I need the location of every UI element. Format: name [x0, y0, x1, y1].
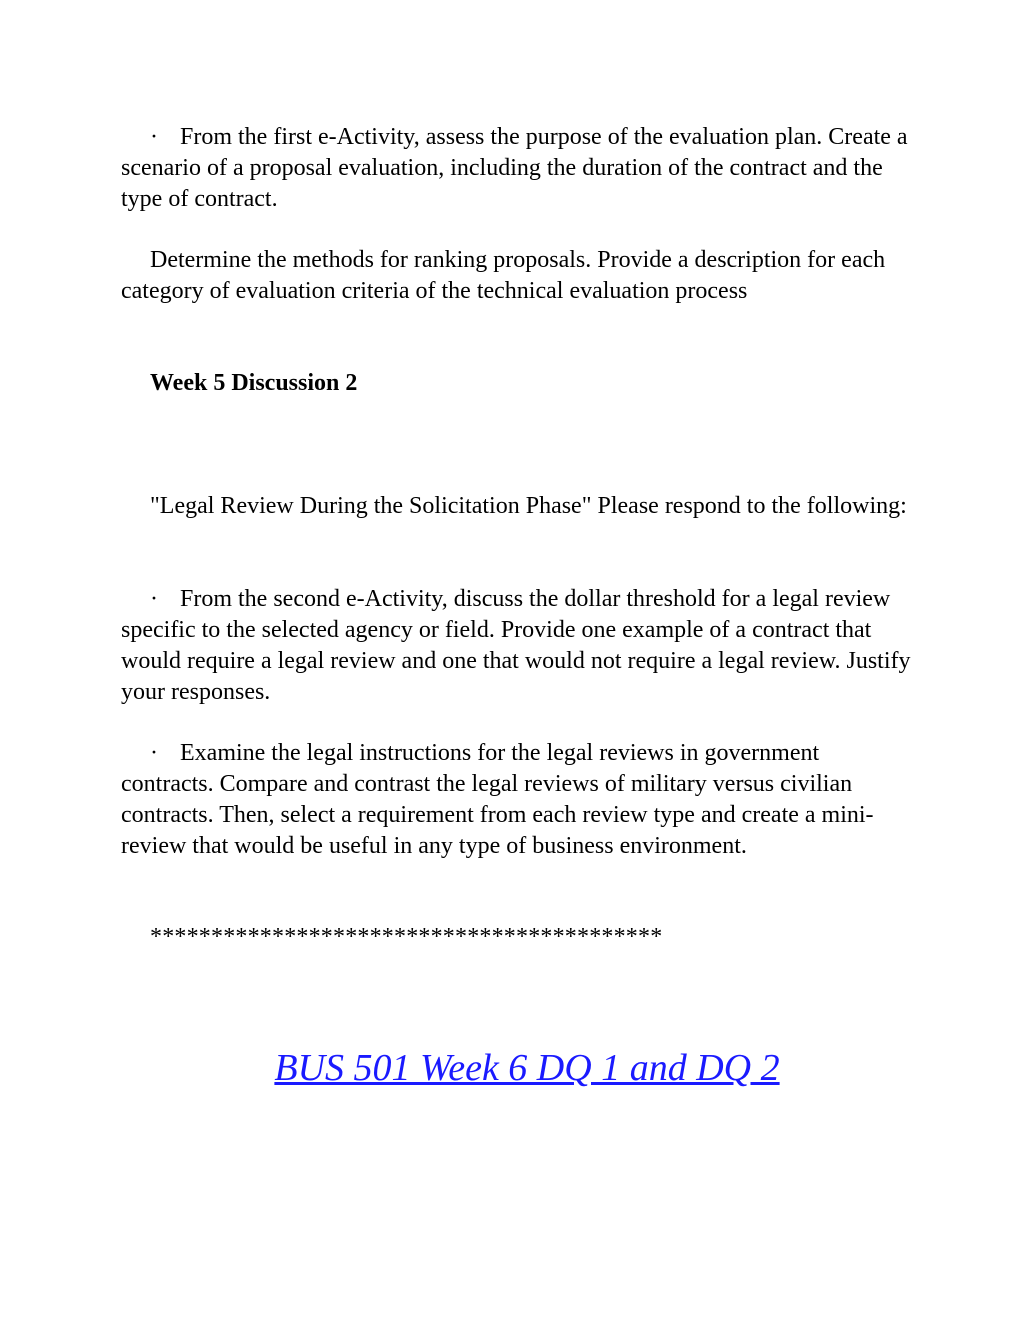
paragraph-dollar-threshold — [121, 584, 911, 708]
next-week-link[interactable]: BUS 501 Week 6 DQ 1 and DQ 2 — [274, 1047, 780, 1089]
paragraph-legal-review-prompt — [121, 491, 911, 522]
paragraph-text: "Legal Review During the Solicitation Phase" Please respond to the following: — [150, 493, 907, 519]
next-week-link-container — [0, 1046, 1024, 1090]
separator-stars: ****************************************** — [150, 924, 663, 950]
paragraph-legal-instructions — [121, 738, 911, 862]
paragraph-text: From the second e-Activity, discuss the dollar threshold for a legal review specific to the selected agency or field. Provide one example of a contract that would require a legal review and one that would not require a legal review. Justify your responses. — [121, 586, 911, 705]
paragraph-ranking-methods — [121, 245, 911, 307]
paragraph-text: Determine the methods for ranking proposals. Provide a description for each category of evaluation criteria of the technical evaluation process — [121, 247, 886, 304]
bullet-marker: · — [150, 740, 158, 766]
paragraph-evaluation-plan — [121, 122, 911, 215]
bullet-marker: · — [150, 586, 158, 612]
paragraph-text: From the first e-Activity, assess the purpose of the evaluation plan. Create a scenario of a proposal evaluation, including the duration of the contract and the type of contract. — [121, 124, 908, 212]
bullet-marker: · — [150, 124, 158, 150]
paragraph-text: Examine the legal instructions for the legal reviews in government contracts. Compare and contrast the legal reviews of military versus civilian contracts. Then, select a requirement from each review type and create a mini-review that would be useful in any type of business environment. — [121, 740, 874, 859]
section-heading: Week 5 Discussion 2 — [150, 370, 358, 396]
